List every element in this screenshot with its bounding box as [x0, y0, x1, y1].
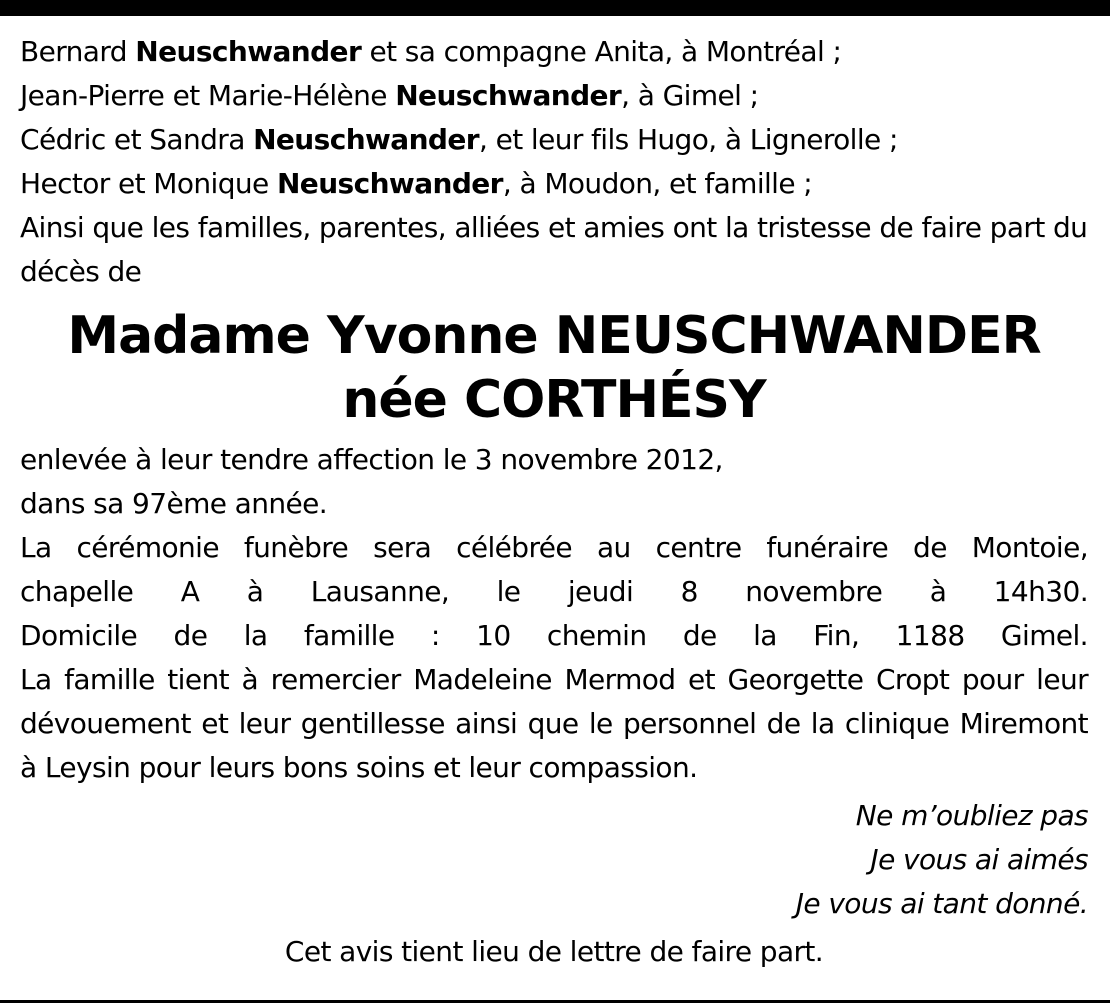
- family-surname: Neuschwander: [135, 35, 362, 68]
- poem-line: Ne m’oubliez pas: [855, 799, 1088, 832]
- deceased-name: Madame Yvonne NEUSCHWANDER: [67, 306, 1041, 366]
- family-surname: Neuschwander: [253, 123, 479, 156]
- family-line: Cédric et Sandra Neuschwander, et leur fils Hugo, à Lignerolle ;: [20, 123, 898, 156]
- poem-line: Je vous ai aimés: [870, 843, 1088, 876]
- family-line: Bernard Neuschwander et sa compagne Anita, à Montréal ;: [20, 35, 842, 68]
- intro-text: Ainsi que les familles, parentes, alliées et amies ont la tristesse de faire part du décès de: [20, 211, 1088, 288]
- thanks-text: La famille tient à remercier Madeleine Mermod et Georgette Cropt pour leur dévouement et leur gentillesse ainsi que le personnel de la clinique Miremont à Leysin pour leurs bons soins et leur compassion.: [20, 663, 1088, 784]
- death-date-text: enlevée à leur tendre affection le 3 novembre 2012,: [20, 443, 723, 476]
- bottom-border: [0, 1000, 1110, 1003]
- age-text: dans sa 97ème année.: [20, 487, 328, 520]
- domicile-text: Domicile de la famille : 10 chemin de la Fin, 1188 Gimel.: [20, 619, 1088, 652]
- poem-line: Je vous ai tant donné.: [795, 887, 1088, 920]
- deceased-maiden-name: née CORTHÉSY: [342, 370, 766, 430]
- poem: [20, 794, 1088, 926]
- family-surname: Neuschwander: [395, 79, 622, 112]
- family-surname: Neuschwander: [276, 167, 503, 200]
- deceased-name-block: [20, 304, 1088, 432]
- top-border: [0, 0, 1110, 16]
- family-line: Hector et Monique Neuschwander, à Moudon, et famille ;: [20, 167, 813, 200]
- family-line: Jean-Pierre et Marie-Hélène Neuschwander, à Gimel ;: [20, 79, 759, 112]
- closing-text: Cet avis tient lieu de lettre de faire part.: [284, 935, 824, 968]
- ceremony-text: La cérémonie funèbre sera célébrée au centre funéraire de Montoie,: [20, 531, 1088, 564]
- ceremony-text: chapelle A à Lausanne, le jeudi 8 novembre à 14h30.: [20, 575, 1088, 608]
- obituary-notice: [20, 30, 1088, 974]
